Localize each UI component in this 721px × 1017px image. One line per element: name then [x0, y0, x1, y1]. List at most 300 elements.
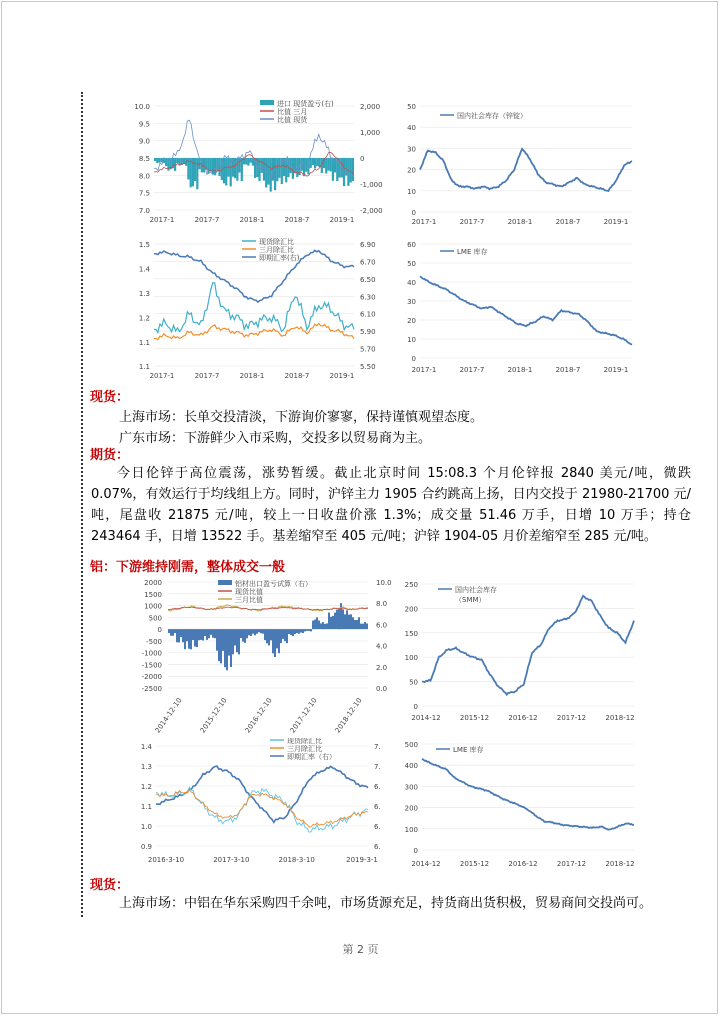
al-spread-y2-tick: 8.0 [376, 600, 388, 609]
al-spread-bar [324, 624, 326, 629]
zinc-spread-bar [156, 158, 158, 163]
zinc-spread-y2-tick: 0 [360, 155, 365, 163]
al-spread-bar [304, 629, 306, 631]
zinc-spread-bar [314, 158, 316, 168]
zinc-spread-bar [303, 158, 305, 176]
al-spread-bar [202, 629, 204, 640]
zinc-futures-heading: 期货： [90, 448, 130, 463]
zinc-ratio-y-tick: 1.4 [138, 265, 150, 274]
zinc-spread-bar [318, 158, 320, 167]
al-spread-bar [248, 629, 250, 635]
al-spread-bar [308, 629, 310, 631]
al-spread-bar [264, 629, 266, 640]
al-spread-bar [210, 629, 212, 635]
zinc-spread-bar [278, 158, 280, 178]
al-dom-x-tick: 2014-12 [411, 714, 441, 722]
al-spread-bar [306, 629, 308, 631]
al-spread-bar [250, 629, 252, 636]
zinc-ratio-x-tick: 2018-7 [284, 372, 310, 380]
al-spread-bar [240, 629, 242, 638]
al-spread-bar [242, 629, 244, 642]
al-lme-x-tick: 2016-12 [508, 860, 538, 868]
zinc-ratio-y2-tick: 5.70 [360, 345, 376, 354]
al-spread-bar [280, 629, 282, 643]
al-spread-bar [312, 621, 314, 630]
al-spread-bar [180, 629, 182, 637]
al-spread-bar [338, 609, 340, 630]
al-spread-bar [254, 629, 256, 635]
zinc-spread-bar [290, 158, 292, 173]
al-dom-line [422, 596, 634, 695]
al-dom-x-tick: 2016-12 [508, 714, 538, 722]
zinc-ratio-y-tick: 1.1 [138, 339, 150, 347]
zinc-lme-y-tick: 60 [407, 241, 416, 249]
al-spread-y-tick: 1000 [144, 602, 162, 611]
zinc-spread-bar [332, 158, 334, 181]
al-spread-bar [220, 629, 222, 663]
zinc-spread-bar [158, 158, 160, 162]
al-spread-y-tick: -2500 [141, 685, 162, 693]
al-lme-legend-label: LME 库存 [453, 746, 484, 754]
zinc-spread-bar [316, 158, 318, 166]
al-spread-bar [334, 613, 336, 630]
zinc-ratio-line-3m [154, 324, 354, 340]
al-dom-x-tick: 2015-12 [459, 714, 490, 722]
al-lme-y-tick: 200 [404, 804, 418, 813]
al-lme-x-tick: 2018-12 [605, 860, 635, 868]
zinc-spread-bar [347, 158, 349, 186]
zinc-lme-y-tick: 0 [411, 355, 416, 363]
al-ratio-y-tick: 1.2 [140, 783, 152, 791]
al-spread-bar [188, 629, 190, 649]
al-spread-bar [222, 629, 224, 651]
al-dom-legend-label: （SMM） [455, 596, 486, 604]
al-dom-legend-label: 国内社会库存 [455, 586, 497, 594]
zinc-spread-bar [174, 158, 176, 171]
zinc-spread-x-tick: 2017-7 [194, 216, 220, 224]
al-spread-bar [256, 629, 258, 634]
al-spread-bar [290, 629, 292, 635]
al-spread-bar [296, 629, 298, 633]
al-spread-bar [284, 629, 286, 641]
zinc-spread-bar [334, 158, 336, 172]
al-lme-x-tick: 2015-12 [459, 860, 490, 868]
zinc-spread-bar [165, 158, 167, 166]
al-ratio-y2-tick: 6. [374, 843, 381, 851]
al-ratio-y2-tick: 7. [374, 743, 381, 751]
al-spread-bar [298, 629, 300, 634]
zinc-spread-legend-label: 比值 三月 [277, 108, 308, 116]
al-ratio-y2-tick: 6. [374, 823, 381, 831]
al-spread-bar [294, 629, 296, 634]
aluminum-section-title: 铝：下游维持刚需，整体成交一般 [90, 560, 286, 575]
al-spread-bar [172, 629, 174, 636]
zinc-spread-bar [274, 158, 276, 190]
zinc-ratio-legend-label: 现货除汇比 [259, 238, 294, 246]
zinc-dom-x-tick: 2018-1 [507, 218, 533, 226]
al-dom-y-tick: 250 [404, 581, 418, 589]
zinc-ratio-line-fx [154, 250, 354, 302]
al-ratio-y2-tick: 6. [374, 783, 381, 791]
zinc-dom-legend-label: 国内社会库存（锌锭） [457, 112, 527, 120]
zinc-ratio-y2-tick: 6.70 [360, 258, 376, 267]
zinc-spread-bar [250, 158, 252, 163]
zinc-lme-line [420, 276, 632, 344]
al-spread-bar [332, 616, 334, 629]
al-spread-bar [320, 623, 322, 629]
zinc-dom-y-tick: 10 [407, 187, 416, 196]
al-spread-bar [184, 629, 186, 649]
al-spread-bar [268, 629, 270, 645]
al-ratio-y-tick: 1.4 [140, 743, 152, 751]
zinc-lme-x-tick: 2017-7 [459, 366, 485, 374]
zinc-lme-x-tick: 2019-1 [603, 366, 629, 374]
al-ratio-y2-tick: 7. [374, 763, 381, 771]
zinc-spread-bar [190, 158, 192, 187]
al-spread-bar [322, 622, 324, 629]
al-spread-bar [204, 629, 206, 636]
al-spread-bar [234, 629, 236, 645]
zinc-spread-y2-tick: -1,000 [360, 181, 383, 189]
al-spread-bar [330, 617, 332, 629]
zinc-dom-y-tick: 0 [411, 209, 416, 217]
al-spread-bar [216, 629, 218, 651]
al-lme-y-tick: 100 [404, 825, 418, 834]
zinc-dom-y-tick: 40 [407, 124, 416, 133]
zinc-spread-bar [245, 158, 247, 165]
zinc-spread-bar [203, 158, 205, 173]
al-ratio-y-tick: 1.1 [140, 803, 152, 811]
al-spread-bar [260, 629, 262, 633]
zinc-futures-paragraph: 今日伦锌于高位震荡，涨势暂缓。截止北京时间 15:08.3 个月伦锌报 2840 美元/吨，微跌 0.07%，有效运行于均线组上方。同时，沪锌主力 1905 合约跳高上扬，日内交投于 21980-21700 元/吨，尾盘收 21875 元/吨，较上一日收盘价涨 1.3%；成交量 51.46 万手，日增 10 万手；持仓 243464 手，日增 13522 手。基差缩窄至 405 元/吨；沪锌 1904-05 月价差缩窄至 285 元/吨。 [91, 466, 691, 544]
al-spread-bar [212, 629, 214, 638]
zinc-lme-x-tick: 2017-1 [411, 366, 437, 374]
zinc-spread-bar [261, 158, 263, 173]
al-spread-bar [282, 629, 284, 639]
al-spread-bar [356, 620, 358, 629]
al-dom-x-tick: 2018-12 [605, 714, 635, 722]
al-spread-bar [286, 629, 288, 643]
al-spread-bar [168, 629, 170, 633]
zinc-ratio-x-tick: 2018-1 [239, 372, 265, 380]
zinc-dom-x-tick: 2018-7 [555, 218, 581, 226]
al-spread-bar [236, 629, 238, 652]
al-lme-line [422, 759, 634, 830]
zinc-spread-y-tick: 7.5 [138, 189, 150, 198]
al-spread-bar [340, 603, 342, 629]
zinc-dom-x-tick: 2017-7 [459, 218, 485, 226]
al-spread-bar [336, 610, 338, 630]
al-spread-bar [348, 615, 350, 630]
zinc-spread-x-tick: 2019-1 [329, 216, 355, 224]
al-dom-y-tick: 50 [409, 678, 418, 687]
zinc-spread-y2-tick: 2,000 [360, 103, 381, 111]
zinc-ratio-x-tick: 2017-7 [194, 372, 220, 380]
al-spread-bar [262, 629, 264, 634]
al-spread-x-tick: 2017-12-10 [288, 696, 319, 735]
al-ratio-y-tick: 1.3 [140, 763, 152, 771]
al-spread-bar [192, 629, 194, 640]
chart-al-ratio-fx [120, 738, 392, 868]
al-spread-bar [362, 624, 364, 629]
zinc-lme-x-tick: 2018-1 [507, 366, 533, 374]
zinc-dom-line [420, 149, 632, 191]
zinc-lme-y-tick: 10 [407, 336, 416, 344]
zinc-spread-bar [238, 158, 240, 173]
al-spread-y-tick: 1500 [144, 590, 162, 599]
zinc-dom-x-tick: 2019-1 [603, 218, 629, 226]
al-spread-bar [176, 629, 178, 642]
zinc-spread-y2-tick: -2,000 [360, 207, 383, 215]
al-spread-bar [300, 629, 302, 632]
zinc-dom-y-tick: 50 [407, 103, 416, 111]
zinc-lme-x-tick: 2018-7 [555, 366, 581, 374]
zinc-spread-bar [176, 158, 178, 163]
zinc-spread-bar [325, 158, 327, 174]
al-spread-bar [366, 624, 368, 630]
al-spread-y-tick: 500 [148, 614, 162, 623]
al-ratio-x-tick: 2016-3-10 [147, 856, 185, 864]
al-spread-bar [358, 617, 360, 629]
zinc-dom-y-tick: 30 [407, 145, 416, 154]
al-spread-bar [200, 629, 202, 640]
al-dom-y-tick: 0 [413, 703, 418, 711]
zinc-spread-y-tick: 10.0 [134, 103, 150, 111]
zinc-spread-bar [167, 158, 169, 171]
al-spread-bar [244, 629, 246, 643]
zinc-spread-y-tick: 9.5 [138, 120, 150, 129]
zinc-spread-y-tick: 7.0 [138, 207, 150, 215]
al-spread-bar [186, 629, 188, 641]
al-spread-bar [226, 629, 228, 670]
zinc-spread-swatch [260, 100, 274, 105]
chart-zinc-domestic-stock [392, 94, 642, 230]
chart-al-domestic-stock [394, 576, 644, 728]
al-spread-bar [360, 624, 362, 630]
al-spread-y2-tick: 10.0 [376, 579, 392, 587]
al-spread-y-tick: -1000 [141, 649, 162, 658]
zinc-shanghai-market: 上海市场：长单交投清淡，下游询价寥寥，保持谨慎观望态度。 [119, 410, 484, 425]
zinc-spread-bar [225, 158, 227, 185]
zinc-ratio-x-tick: 2019-1 [329, 372, 355, 380]
al-spread-legend-label: 现货比值 [235, 588, 263, 596]
al-lme-y-tick: 0 [413, 847, 418, 855]
chart-zinc-lme-stock [392, 236, 642, 384]
al-spread-bar [272, 629, 274, 653]
al-ratio-line-fx [156, 766, 368, 822]
zinc-spread-bar [236, 158, 238, 181]
al-spread-bar [174, 629, 176, 633]
zinc-spread-bar [327, 158, 329, 171]
al-ratio-legend-label: 三月除汇比 [287, 745, 322, 753]
al-dom-y-tick: 200 [404, 605, 418, 614]
al-spread-y-tick: 2000 [144, 579, 162, 587]
chart-al-spread [120, 576, 392, 736]
al-spread-bar [292, 629, 294, 636]
al-spread-bar [182, 629, 184, 642]
zinc-dom-x-tick: 2017-1 [411, 218, 437, 226]
zinc-spread-bar [310, 158, 312, 168]
zinc-spread-bar [247, 158, 249, 166]
al-lme-y-tick: 400 [404, 762, 418, 771]
zinc-ratio-y2-tick: 5.90 [360, 328, 376, 337]
al-spread-bar [302, 629, 304, 633]
al-dom-y-tick: 100 [404, 654, 418, 663]
al-spread-bar [194, 629, 196, 646]
zinc-spread-bar [214, 158, 216, 175]
al-ratio-x-tick: 2019-3-1 [346, 856, 378, 864]
al-spread-bar [196, 629, 198, 647]
al-spread-bar [178, 629, 180, 642]
al-spread-bar [228, 629, 230, 656]
al-spread-bar [354, 620, 356, 629]
zinc-spread-bar [267, 158, 269, 185]
zinc-ratio-legend-label: 即期汇率(右) [259, 254, 300, 262]
al-spread-y2-tick: 0.0 [376, 685, 388, 693]
al-spread-bar [238, 629, 240, 654]
zinc-ratio-y-tick: 1.1 [138, 363, 150, 371]
al-spread-bar [346, 610, 348, 629]
zinc-ratio-y2-tick: 5.50 [360, 363, 376, 371]
zinc-spread-legend-label: 比值 现货 [277, 116, 308, 124]
al-spread-bar [170, 629, 172, 636]
al-spread-bar [198, 629, 200, 640]
zinc-guangdong-market: 广东市场：下游鲜少入市采购，交投多以贸易商为主。 [119, 431, 432, 446]
al-ratio-y2-tick: 6. [374, 803, 381, 811]
zinc-spread-y-tick: 8.0 [138, 172, 150, 181]
al-spread-x-tick: 2015-12-10 [198, 696, 229, 735]
al-spread-bar [278, 629, 280, 653]
al-spread-legend-label: 三月比值 [235, 596, 263, 604]
al-spread-bar [232, 629, 234, 654]
al-ratio-legend-label: 现货除汇比 [287, 738, 322, 745]
al-ratio-y-tick: 1.0 [140, 823, 152, 831]
al-spread-y-tick: 0 [157, 626, 162, 635]
page-number: 第 2 页 [342, 943, 379, 956]
al-shanghai-market: 上海市场：中铝在华东采购四千余吨，市场货源充足，持货商出货积极，贸易商间交投尚可。 [119, 896, 653, 911]
al-spread-bar [326, 623, 328, 629]
al-spread-bar [206, 629, 208, 640]
al-spread-x-tick: 2016-12-10 [243, 696, 274, 735]
al-dom-y-tick: 150 [404, 629, 418, 638]
al-spread-y2-tick: 2.0 [376, 663, 388, 672]
zinc-spot-heading: 现货： [90, 390, 130, 405]
chart-zinc-spread [118, 94, 390, 230]
zinc-ratio-y2-tick: 6.10 [360, 310, 376, 319]
chart-al-lme-stock [394, 738, 644, 874]
al-spread-y-tick: -1500 [141, 661, 162, 670]
al-spread-swatch [218, 580, 232, 585]
al-spread-bar [310, 629, 312, 631]
zinc-lme-y-tick: 30 [407, 298, 416, 306]
zinc-spread-bar [276, 158, 278, 181]
al-spread-bar [276, 629, 278, 648]
zinc-lme-y-tick: 40 [407, 279, 416, 287]
zinc-spread-bar [154, 158, 156, 161]
al-spread-bar [350, 614, 352, 629]
al-spread-x-tick: 2014-12-10 [153, 696, 184, 735]
zinc-spread-bar [241, 158, 243, 181]
zinc-spread-x-tick: 2017-1 [149, 216, 175, 224]
al-spread-bar [314, 620, 316, 630]
al-spread-bar [190, 629, 192, 649]
al-ratio-x-tick: 2017-3-10 [213, 856, 250, 864]
zinc-spread-x-tick: 2018-1 [239, 216, 265, 224]
al-spread-bar [364, 622, 366, 629]
al-spread-bar [342, 609, 344, 629]
zinc-spread-bar [330, 158, 332, 171]
al-spread-y2-tick: 6.0 [376, 621, 388, 630]
margin-dotted-line [81, 92, 83, 917]
al-spread-bar [266, 629, 268, 643]
al-spread-bar [352, 617, 354, 629]
zinc-ratio-y-tick: 1.2 [138, 314, 150, 323]
zinc-ratio-y2-tick: 6.50 [360, 275, 376, 284]
zinc-spread-bar [350, 158, 352, 183]
al-lme-y-tick: 300 [404, 783, 418, 792]
al-ratio-legend-label: 即期汇率（右） [287, 753, 336, 761]
zinc-ratio-y2-tick: 6.30 [360, 293, 376, 302]
al-spread-legend-label: 铝材出口盈亏试算（右） [235, 580, 312, 588]
al-spread-bar [218, 629, 220, 661]
al-ratio-x-tick: 2018-3-10 [278, 856, 315, 864]
al-spread-x-tick: 2018-12-10 [333, 696, 364, 735]
al-spread-y-tick: -2000 [141, 673, 162, 682]
zinc-spread-y-tick: 9.0 [138, 137, 150, 146]
al-spread-bar [316, 617, 318, 629]
zinc-spread-bar [312, 158, 314, 165]
al-spread-y-tick: -500 [146, 637, 162, 646]
al-spread-bar [224, 629, 226, 667]
al-spread-bar [214, 629, 216, 638]
zinc-spread-y2-tick: 1,000 [360, 129, 381, 137]
al-ratio-y-tick: 0.9 [140, 843, 152, 851]
zinc-ratio-x-tick: 2017-1 [149, 372, 175, 380]
chart-zinc-ratio-fx [118, 236, 390, 384]
zinc-spread-bar [196, 158, 198, 189]
al-spread-bar [246, 629, 248, 638]
zinc-spread-y-tick: 8.5 [138, 155, 150, 163]
zinc-spread-bar [210, 158, 212, 172]
zinc-spread-x-tick: 2018-7 [284, 216, 310, 224]
al-spread-bar [318, 621, 320, 630]
al-spread-bar [270, 629, 272, 640]
zinc-ratio-y-tick: 1.5 [138, 241, 150, 249]
zinc-ratio-y-tick: 1.3 [138, 290, 150, 298]
al-spread-bar [344, 614, 346, 629]
zinc-spread-bar [194, 158, 196, 181]
al-spread-bar [258, 629, 260, 632]
zinc-ratio-y2-tick: 6.90 [360, 241, 376, 249]
zinc-ratio-legend-label: 三月除汇比 [259, 246, 294, 254]
zinc-lme-y-tick: 50 [407, 260, 416, 268]
zinc-spread-legend-label: 进口 现货盈亏(右) [277, 100, 334, 108]
zinc-dom-y-tick: 20 [407, 166, 416, 175]
al-spread-bar [252, 629, 254, 634]
al-spread-y2-tick: 4.0 [376, 642, 388, 651]
zinc-spread-bar [223, 158, 225, 183]
al-spread-bar [274, 629, 276, 657]
al-spread-bar [230, 629, 232, 667]
al-lme-x-tick: 2017-12 [556, 860, 587, 868]
al-spot-heading: 现货： [90, 878, 130, 893]
al-spread-bar [328, 613, 330, 630]
al-spread-bar [208, 629, 210, 638]
al-dom-x-tick: 2017-12 [556, 714, 587, 722]
al-lme-y-tick: 500 [404, 741, 418, 749]
al-lme-x-tick: 2014-12 [411, 860, 441, 868]
zinc-spread-bar [207, 158, 209, 174]
